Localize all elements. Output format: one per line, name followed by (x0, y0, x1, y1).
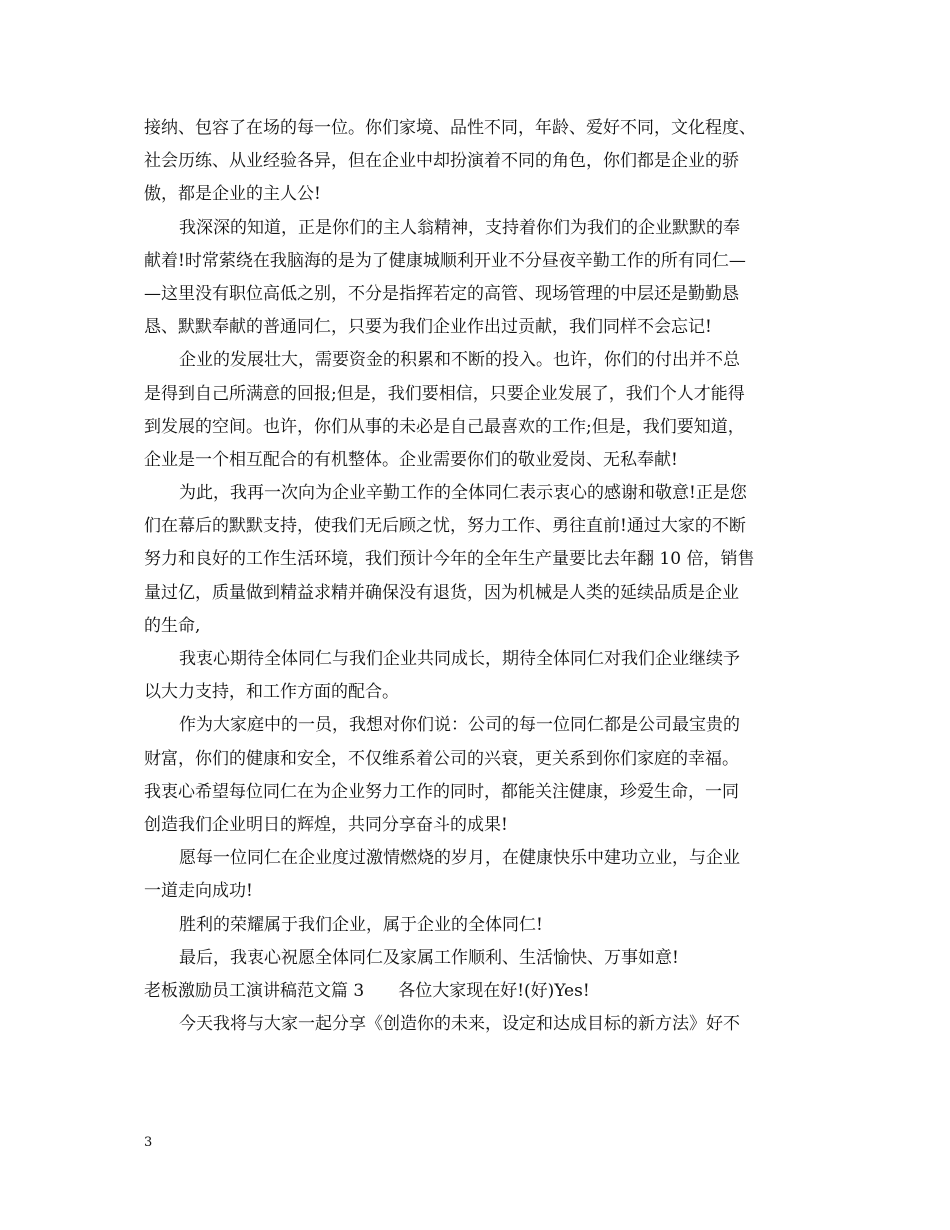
text-line: 到发展的空间。也许，你们从事的未必是自己最喜欢的工作;但是，我们要知道， (144, 416, 745, 437)
text-line: 以大力支持，和工作方面的配合。 (144, 682, 399, 703)
text-line: 胜利的荣耀属于我们企业，属于企业的全体同仁! (179, 914, 543, 935)
text-line: —这里没有职位高低之别，不分是指挥若定的高管、现场管理的中层还是勤勤恳 (144, 283, 739, 304)
text-line: 财富，你们的健康和安全，不仅维系着公司的兴衰，更关系到你们家庭的幸福。 (144, 748, 739, 769)
text-line: 们在幕后的默默支持，使我们无后顾之忧，努力工作、勇往直前!通过大家的不断 (144, 516, 746, 537)
text-line: 的生命, (144, 615, 201, 636)
body-text (144, 112, 814, 1041)
text-line: 傲，都是企业的主人公! (144, 184, 321, 205)
text-line: 最后，我衷心祝愿全体同仁及家属工作顺利、生活愉快、万事如意! (179, 947, 679, 968)
text-line: 创造我们企业明日的辉煌，共同分享奋斗的成果! (144, 814, 508, 835)
text-line: 我深深的知道，正是你们的主人翁精神，支持着你们为我们的企业默默的奉 (179, 217, 740, 238)
text-line: 为此，我再一次向为企业辛勤工作的全体同仁表示衷心的感谢和敬意!正是您 (179, 483, 747, 504)
text-line: 一道走向成功! (144, 881, 253, 902)
text-line: 我衷心期待全体同仁与我们企业共同成长，期待全体同仁对我们企业继续予 (179, 649, 740, 669)
text-line: 企业的发展壮大，需要资金的积累和不断的投入。也许，你们的付出并不总 (179, 350, 740, 371)
section-heading-line: 老板激励员工演讲稿范文篇 3 各位大家现在好!(好)Yes! (144, 980, 590, 1001)
text-line: 今天我将与大家一起分享《创造你的未来，设定和达成目标的新方法》好不 (179, 1014, 740, 1035)
text-line: 是得到自己所满意的回报;但是，我们要相信，只要企业发展了，我们个人才能得 (144, 383, 745, 404)
text-line: 我衷心希望每位同仁在为企业努力工作的同时，都能关注健康，珍爱生命，一同 (144, 781, 739, 802)
page-number: 3 (144, 1135, 153, 1150)
text-line: 努力和良好的工作生活环境，我们预计今年的全年生产量要比去年翻 10 倍，销售 (144, 549, 755, 570)
text-line: 企业是一个相互配合的有机整体。企业需要你们的敬业爱岗、无私奉献! (144, 449, 678, 470)
text-line: 接纳、包容了在场的每一位。你们家境、品性不同，年龄、爱好不同，文化程度、 (144, 118, 756, 138)
text-line: 愿每一位同仁在企业度过激情燃烧的岁月，在健康快乐中建功立业，与企业 (179, 848, 740, 869)
text-line: 恳、默默奉献的普通同仁，只要为我们企业作出过贡献，我们同样不会忘记! (144, 317, 712, 338)
text-line: 量过亿，质量做到精益求精并确保没有退货，因为机械是人类的延续品质是企业 (144, 582, 739, 603)
text-line: 献着!时常萦绕在我脑海的是为了健康城顺利开业不分昼夜辛勤工作的所有同仁— (144, 250, 746, 271)
text-line: 作为大家庭中的一员，我想对你们说：公司的每一位同仁都是公司最宝贵的 (179, 715, 740, 736)
text-line: 社会历练、从业经验各异，但在企业中却扮演着不同的角色，你们都是企业的骄 (144, 151, 739, 172)
